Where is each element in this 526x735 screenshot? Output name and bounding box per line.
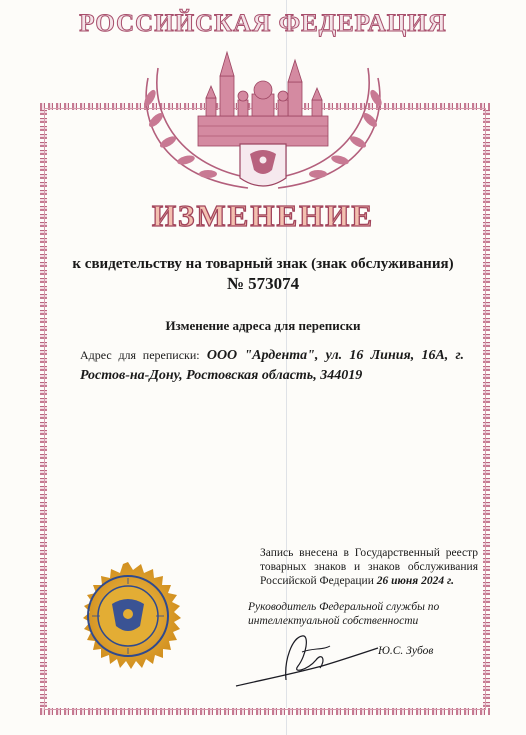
certificate-number: № 573074 <box>226 274 300 293</box>
signatory-role: Руководитель Федеральной службы по интеллектуальной собственности <box>248 601 440 627</box>
country-header: РОССИЙСКАЯ ФЕДЕРАЦИЯ <box>79 10 447 37</box>
kremlin-emblem <box>128 38 398 198</box>
address-label: Адрес для переписки: <box>80 348 200 362</box>
registry-date: 26 июня 2024 г. <box>376 575 454 587</box>
official-seal <box>62 560 194 692</box>
document-title: ИЗМЕНЕНИЕ <box>151 198 375 233</box>
address-block <box>80 345 464 386</box>
signature <box>232 630 382 692</box>
signatory-name: Ю.С. Зубов <box>378 645 434 657</box>
change-title: Изменение адреса для переписки <box>165 318 361 333</box>
address-value: ООО "Ардента", ул. 16 Линия, 16А, г. Ростов-на-Дону, Ростовская область, 344019 <box>80 348 464 383</box>
registry-text: Запись внесена в Государственный реестр товарных знаков и знаков обслуживания Российской Федерации <box>260 547 478 587</box>
document-subtitle: к свидетельству на товарный знак (знак обслуживания) <box>72 256 454 272</box>
registry-record <box>260 546 478 588</box>
